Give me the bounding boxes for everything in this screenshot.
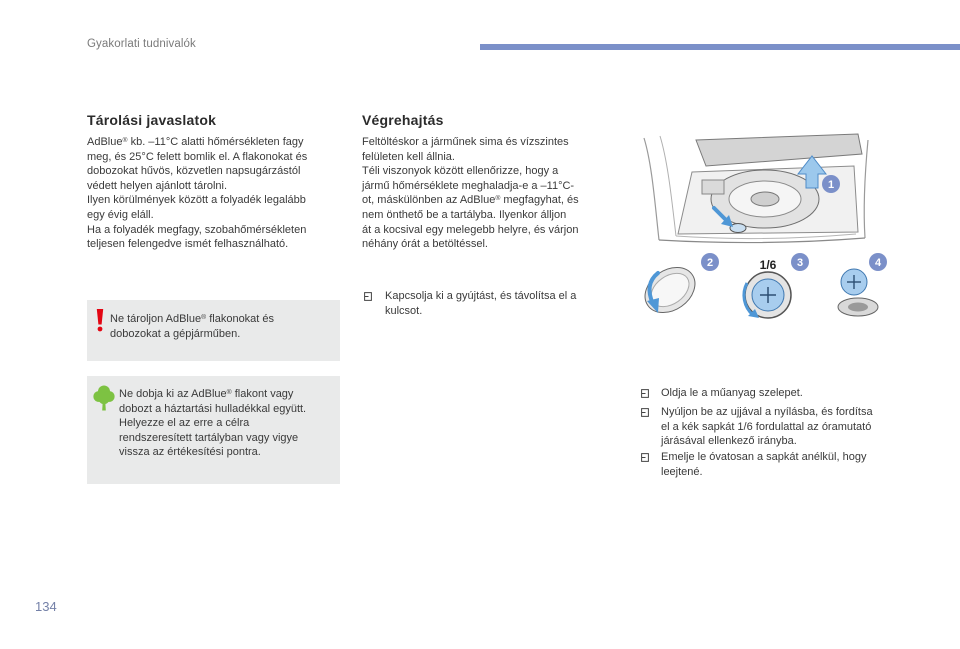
bullet-icon [641,408,649,417]
figure-label-2 [701,253,719,271]
storage-text-line: védett helyen ajánlott tárolni. [87,179,228,192]
registered-mark: ® [495,195,501,203]
environment-text-line: vissza az értékesítési pontra. [119,446,261,459]
label-number: 3 [796,257,804,269]
environment-text-line: Ne dobja ki az AdBlue® flakont vagy [119,388,294,400]
body-inner-left [660,136,676,236]
storage-paragraph [87,135,307,252]
eco-tree-icon [93,385,115,411]
procedure-text-line: néhány órát a betöltéssel. [362,238,488,251]
step-text [661,450,866,479]
step-text-line: kulcsot. [385,304,423,317]
step-text-line: járásával ellenkező irányba. [661,435,797,448]
procedure-text-line: nem önthető be a tartályba. Ilyenkor álljon [362,208,567,221]
storage-text-line: Ilyen körülmények között a folyadék legalább [87,194,306,207]
storage-text-line: egy évig eláll. [87,208,154,221]
procedure-text-line: jármű hőmérséklete meghaladja-e a –11°C- [362,179,575,192]
step-text-line: Kapcsolja ki a gyújtást, és távolítsa el a [385,290,577,302]
environment-text-line: rendszeresített tartályban vagy vigye [119,431,299,444]
procedure-text-line: felületen kell állnia. [362,150,455,163]
header-accent-bar [480,44,960,50]
spare-wheel-hub [751,192,779,206]
figure-label-1 [822,175,840,193]
step-text-line: leejtené. [661,465,703,478]
environment-text-line: Helyezze el az erre a célra [119,417,250,430]
step-text-line: Nyúljon be az ujjával a nyílásba, és fordítsa [661,406,873,418]
tree-trunk [102,400,106,411]
lifted-cap [838,269,878,316]
figure-label-4 [869,253,887,271]
label-number: 1 [827,179,835,191]
storage-text-line: dobozokat hűvös, közvetlen napsugárzástól [87,165,301,178]
environment-text-line: dobozt a háztartási hulladékkal együtt. [119,402,307,415]
parcel-shelf [696,134,862,166]
body-outline-left [644,138,659,240]
adblue-filler-cap [730,224,746,233]
label-number: 4 [874,257,882,269]
step-text [385,289,576,318]
step-text [661,405,873,449]
blue-cap [744,272,791,318]
procedure-text-line: Feltöltéskor a járműnek sima és vízszintes [362,136,569,148]
section-title: Gyakorlati tudnivalók [87,38,196,50]
step-text [661,386,803,401]
procedure-heading: Végrehajtás [362,112,444,128]
figure-label-3 [791,253,809,271]
step-text-line: el a kék sapkát 1/6 fordulattal az óramutató [661,420,872,433]
storage-text-line: meg, és 25°C felett bomlik el. A flakonokat és [87,150,308,163]
storage-heading: Tárolási javaslatok [87,112,217,128]
procedure-text-line: ot, máskülönben az AdBlue® megfagyhat, és [362,194,579,207]
registered-mark: ® [226,388,232,396]
environment-box [87,376,340,484]
registered-mark: ® [122,136,128,144]
step-text-line: Emelje le óvatosan a sapkát anélkül, hogy [661,451,867,463]
procedure-text-line: Téli viszonyok között ellenőrizze, hogy a [362,165,559,178]
storage-text-line: AdBlue® kb. –11°C alatti hőmérsékleten fagy [87,136,304,148]
rotation-fraction-label: 1/6 [759,258,777,272]
step-text-line: Oldja le a műanyag szelepet. [661,387,803,399]
procedure-text-line: át a kocsival egy melegebb helyre, és várjon [362,223,579,236]
warning-text-line: Ne tároljon AdBlue® flakonokat és [110,313,275,325]
environment-text [119,387,306,460]
exclamation-dot [98,327,103,332]
tool-box [702,180,724,194]
storage-text-line: Ha a folyadék megfagy, szobahőmérsékleten [87,223,307,236]
page-number: 134 [35,599,57,614]
warning-text-line: dobozokat a gépjárműben. [110,327,241,340]
bullet-icon [364,292,372,301]
storage-text-line: teljesen felengedve ismét felhasználható. [87,238,289,251]
warning-box [87,300,340,361]
procedure-paragraph [362,135,579,252]
warning-text [110,312,274,341]
body-outline-right [864,140,868,238]
plastic-valve [636,258,703,322]
label-number: 2 [706,257,714,269]
trunk-sill [676,234,856,239]
registered-mark: ® [201,313,207,321]
bullet-icon [641,389,649,398]
warning-exclamation-icon [95,308,105,332]
filler-opening [848,303,868,312]
exclamation-bar [97,309,103,325]
bullet-icon [641,453,649,462]
adblue-filling-illustration [618,132,898,324]
